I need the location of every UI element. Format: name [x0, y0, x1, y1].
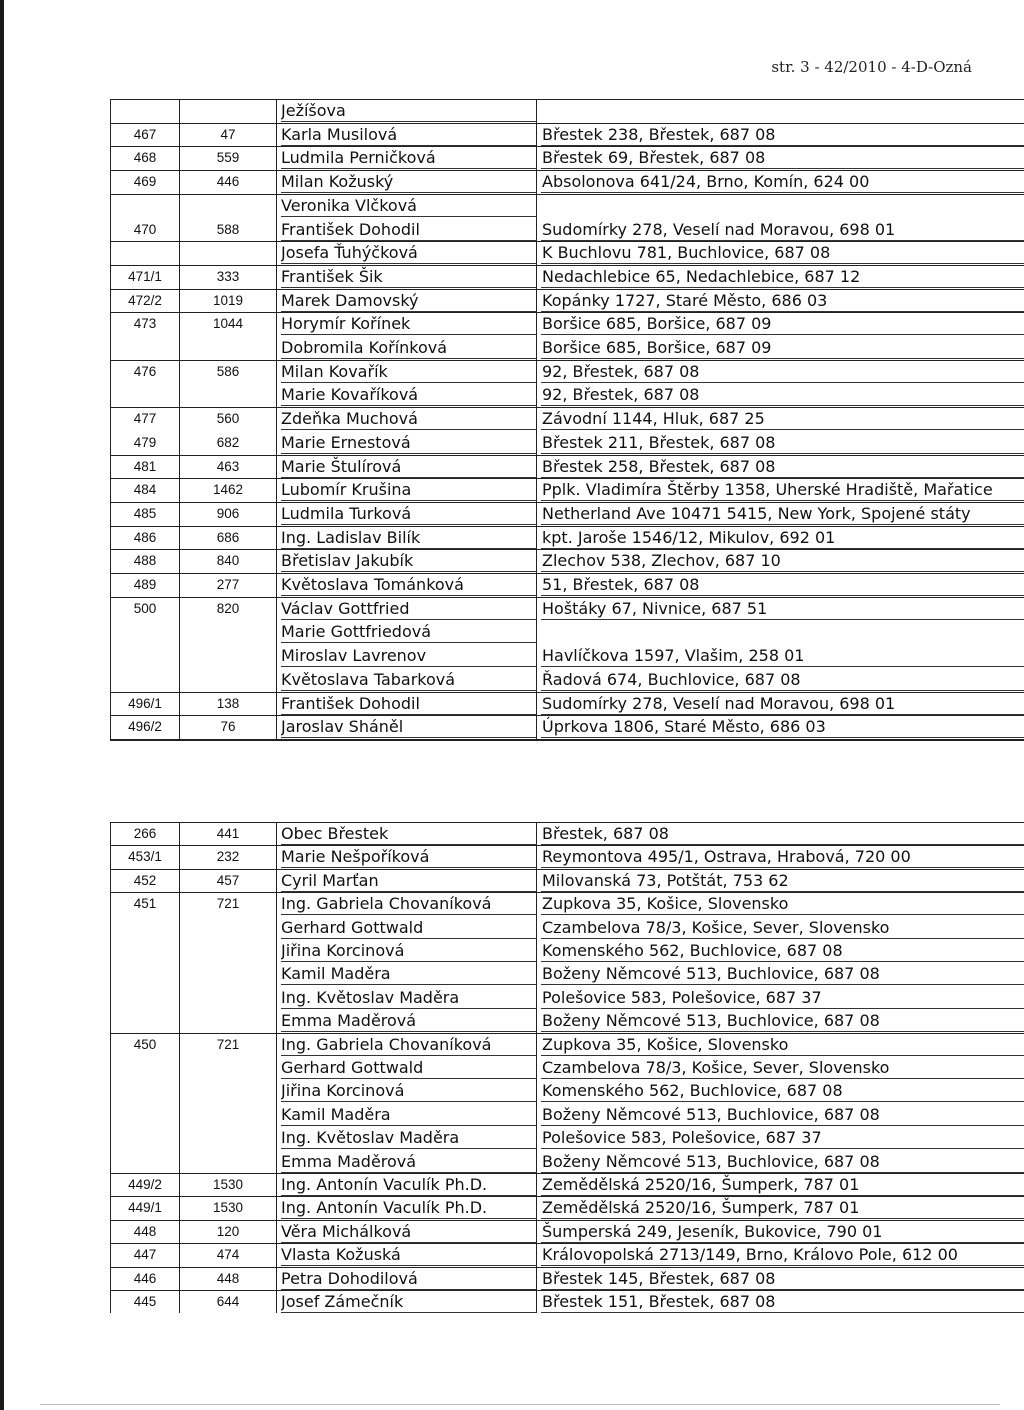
owner-address: Břestek, 687 08	[542, 824, 669, 843]
owner-name: František Šik	[281, 266, 383, 286]
table-row	[0, 962, 1024, 985]
owner-name: Marie Ernestová	[281, 432, 411, 452]
table-row	[0, 312, 1024, 335]
table-row	[0, 336, 1024, 359]
lv-number: 906	[216, 505, 240, 521]
owner-address: Zupkova 35, Košice, Slovensko	[542, 894, 789, 914]
owner-address: Zupkova 35, Košice, Slovensko	[542, 1034, 789, 1054]
table-row	[0, 986, 1024, 1009]
lv-number: 840	[216, 553, 240, 569]
owner-address: Královopolská 2713/149, Brno, Královo Pole, 612 00	[542, 1245, 958, 1265]
lv-number: 588	[216, 221, 240, 237]
owner-name: Emma Maděrová	[281, 1011, 417, 1031]
table-row	[0, 1267, 1024, 1290]
owner-address: Czambelova 78/3, Košice, Sever, Slovensko	[542, 917, 890, 937]
lv-number: 1530	[212, 1200, 244, 1216]
parcel-number: 447	[133, 1247, 157, 1263]
owner-name: Kamil Maděra	[281, 1104, 391, 1124]
lv-number: 1019	[212, 292, 244, 308]
lv-number: 1462	[212, 482, 244, 498]
table-row	[0, 265, 1024, 288]
table-row	[0, 360, 1024, 383]
table-row	[0, 1103, 1024, 1126]
owner-address: Nedachlebice 65, Nedachlebice, 687 12	[542, 266, 861, 286]
parcel-number: 451	[133, 896, 157, 912]
owner-address: Boženy Němcové 513, Buchlovice, 687 08	[542, 964, 880, 984]
table-row	[0, 241, 1024, 264]
table-row	[0, 939, 1024, 962]
parcel-number: 486	[133, 529, 157, 545]
parcel-number: 471/1	[128, 268, 162, 284]
table-row	[0, 383, 1024, 406]
owner-address: Břestek 145, Břestek, 687 08	[542, 1268, 776, 1288]
owner-address: Kopánky 1727, Staré Město, 686 03	[542, 290, 828, 310]
owner-address: 92, Břestek, 687 08	[542, 385, 700, 405]
owner-address: Břestek 238, Břestek, 687 08	[542, 124, 776, 144]
owner-address: Boršice 685, Boršice, 687 09	[542, 314, 772, 334]
owner-name: Horymír Kořínek	[281, 314, 411, 334]
parcel-number: 449/1	[128, 1200, 162, 1216]
owner-name: Zdeňka Muchová	[281, 409, 418, 429]
lv-number: 232	[216, 849, 240, 865]
owner-name: Jaroslav Sháněl	[281, 717, 404, 737]
parcel-number: 481	[133, 458, 157, 474]
table-row	[0, 431, 1024, 454]
owner-name: Josef Zámečník	[281, 1292, 404, 1311]
parcel-number: 477	[133, 411, 157, 427]
table-row	[0, 597, 1024, 620]
table-row	[0, 1033, 1024, 1056]
owner-address: Břestek 211, Břestek, 687 08	[542, 432, 776, 452]
lv-number: 820	[216, 600, 240, 616]
lv-number: 721	[216, 896, 240, 912]
table-row	[0, 644, 1024, 667]
lv-number: 559	[216, 150, 240, 166]
lv-number: 138	[216, 695, 240, 711]
owner-address: Polešovice 583, Polešovice, 687 37	[542, 987, 822, 1007]
owner-name: Marie Kovaříková	[281, 385, 419, 405]
owner-address: Zemědělská 2520/16, Šumperk, 787 01	[542, 1198, 860, 1218]
owner-address: Polešovice 583, Polešovice, 687 37	[542, 1128, 822, 1148]
parcel-number: 266	[133, 826, 157, 841]
owner-name: Karla Musilová	[281, 124, 398, 144]
scan-bottom-line	[40, 1404, 1000, 1405]
table-row	[0, 289, 1024, 312]
owner-address: Milovanská 73, Potštát, 753 62	[542, 870, 789, 890]
table-row	[0, 892, 1024, 915]
owner-name: Jiřina Korcinová	[281, 1081, 405, 1101]
owner-address: Závodní 1144, Hluk, 687 25	[542, 409, 765, 429]
table-row	[0, 1290, 1024, 1313]
parcel-number: 476	[133, 363, 157, 379]
table-row	[0, 692, 1024, 715]
table-row	[0, 99, 1024, 122]
owner-address: Břestek 69, Břestek, 687 08	[542, 148, 766, 168]
table-row	[0, 146, 1024, 169]
owner-name: Dobromila Kořínková	[281, 338, 448, 357]
owner-address: Netherland Ave 10471 5415, New York, Spojené státy	[542, 503, 971, 523]
lv-number: 47	[220, 126, 236, 142]
table-row	[0, 407, 1024, 430]
parcel-number: 449/2	[128, 1177, 162, 1192]
owner-name: Veronika Vlčková	[281, 195, 417, 215]
owner-address: Řadová 674, Buchlovice, 687 08	[542, 669, 801, 689]
lv-number: 120	[216, 1223, 240, 1239]
owner-name: Vlasta Kožuská	[281, 1245, 401, 1265]
owner-name: Petra Dohodilová	[281, 1268, 418, 1288]
owner-name: Ing. Ladislav Bilík	[281, 527, 421, 547]
table-row	[0, 573, 1024, 596]
owner-address: Sudomírky 278, Veselí nad Moravou, 698 01	[542, 219, 896, 239]
parcel-number: 448	[133, 1223, 157, 1239]
table-row	[0, 1220, 1024, 1243]
lv-number: 277	[216, 577, 240, 592]
owner-name: František Dohodil	[281, 693, 420, 713]
owner-name: Ludmila Perničková	[281, 148, 436, 168]
owner-address: Hoštáky 67, Nivnice, 687 51	[542, 598, 768, 618]
owner-underline	[281, 737, 536, 738]
parcel-number: 479	[133, 434, 157, 450]
owner-address: Šumperská 249, Jeseník, Bukovice, 790 01	[542, 1221, 883, 1241]
owner-name: Emma Maděrová	[281, 1151, 417, 1171]
lv-number: 463	[216, 458, 240, 474]
owner-name: František Dohodil	[281, 219, 420, 239]
parcel-number: 496/2	[128, 719, 162, 735]
table-row	[0, 170, 1024, 193]
table-row	[0, 218, 1024, 241]
owner-address: Komenského 562, Buchlovice, 687 08	[542, 1081, 843, 1101]
owner-name: Ing. Antonín Vaculík Ph.D.	[281, 1198, 488, 1218]
owner-name: Jiřina Korcinová	[281, 941, 405, 960]
lv-number: 721	[216, 1036, 240, 1052]
parcel-number: 469	[133, 174, 157, 190]
table-row	[0, 845, 1024, 868]
table-row	[0, 1079, 1024, 1102]
parcel-number: 485	[133, 505, 157, 521]
lv-number: 1044	[212, 316, 244, 332]
table-row	[0, 916, 1024, 939]
table-row	[0, 822, 1024, 845]
owner-name: Gerhard Gottwald	[281, 1058, 424, 1077]
owner-address: Pplk. Vladimíra Štěrby 1358, Uherské Hradiště, Mařatice	[542, 480, 993, 500]
parcel-number: 452	[133, 872, 157, 888]
owner-name: Ing. Antonín Vaculík Ph.D.	[281, 1175, 488, 1194]
owner-address: Břestek 151, Břestek, 687 08	[542, 1292, 776, 1311]
parcel-number: 488	[133, 553, 157, 569]
owner-name: Josefa Ťuhýčková	[281, 243, 418, 263]
owner-address: Boženy Němcové 513, Buchlovice, 687 08	[542, 1011, 880, 1031]
table-row	[0, 668, 1024, 691]
owner-name: Ing. Gabriela Chovaníková	[281, 894, 492, 914]
owner-name: Cyril Marťan	[281, 870, 379, 890]
owner-name: Květoslava Tománková	[281, 575, 464, 594]
owner-address: kpt. Jaroše 1546/12, Mikulov, 692 01	[542, 527, 836, 547]
owner-address: Zlechov 538, Zlechov, 687 10	[542, 551, 781, 571]
owner-address: Sudomírky 278, Veselí nad Moravou, 698 01	[542, 693, 896, 713]
table-row	[0, 1243, 1024, 1266]
parcel-number: 470	[133, 221, 157, 237]
owner-name: Marek Damovský	[281, 290, 419, 310]
owner-name: Ludmila Turková	[281, 503, 412, 523]
lv-number: 586	[216, 363, 240, 379]
owner-name: Marie Štulírová	[281, 456, 402, 476]
table-row	[0, 194, 1024, 217]
lv-number: 76	[220, 719, 236, 735]
owner-address: Czambelova 78/3, Košice, Sever, Slovensko	[542, 1058, 890, 1077]
table-row	[0, 455, 1024, 478]
lv-number: 686	[216, 529, 240, 545]
owner-name: Marie Gottfriedová	[281, 622, 432, 642]
owner-address: Absolonova 641/24, Brno, Komín, 624 00	[542, 172, 870, 192]
owner-name: Obec Břestek	[281, 824, 389, 843]
table-row	[0, 1196, 1024, 1219]
parcel-number: 500	[133, 600, 157, 616]
parcel-number: 472/2	[128, 292, 162, 308]
parcel-number: 484	[133, 482, 157, 498]
table-row	[0, 1126, 1024, 1149]
lv-number: 446	[216, 174, 240, 190]
parcel-number: 496/1	[128, 695, 162, 711]
owner-name: Milan Kovařík	[281, 361, 388, 381]
owner-address: Úprkova 1806, Staré Město, 686 03	[542, 717, 826, 737]
parcel-number: 445	[133, 1294, 157, 1309]
owner-name: Kamil Maděra	[281, 964, 391, 984]
owner-name: Miroslav Lavrenov	[281, 646, 427, 666]
lv-number: 448	[216, 1270, 240, 1286]
owner-address: 92, Břestek, 687 08	[542, 361, 700, 381]
lv-number: 441	[216, 826, 240, 841]
table-row	[0, 526, 1024, 549]
parcel-number: 453/1	[128, 849, 162, 865]
table-row	[0, 1150, 1024, 1173]
table-row	[0, 715, 1024, 738]
owner-name: Lubomír Krušina	[281, 480, 412, 500]
owner-name: Ing. Gabriela Chovaníková	[281, 1034, 492, 1054]
owner-address: Havlíčkova 1597, Vlašim, 258 01	[542, 646, 805, 666]
owner-underline	[281, 1312, 536, 1313]
lv-number: 644	[216, 1294, 240, 1309]
table-rule	[110, 739, 1024, 741]
owner-name: Václav Gottfried	[281, 598, 410, 618]
owner-name: Marie Nešpoříková	[281, 847, 430, 867]
table-row	[0, 549, 1024, 572]
parcel-number: 489	[133, 577, 157, 592]
owner-address: Boženy Němcové 513, Buchlovice, 687 08	[542, 1104, 880, 1124]
owner-name: Milan Kožuský	[281, 172, 394, 192]
lv-number: 1530	[212, 1177, 244, 1192]
parcel-number: 468	[133, 150, 157, 166]
table-row	[0, 502, 1024, 525]
owner-name: Ing. Květoslav Maděra	[281, 1128, 460, 1148]
owner-address: K Buchlovu 781, Buchlovice, 687 08	[542, 243, 831, 263]
table-row	[0, 1056, 1024, 1079]
owner-name: Ing. Květoslav Maděra	[281, 987, 460, 1007]
parcel-number: 473	[133, 316, 157, 332]
lv-number: 333	[216, 268, 240, 284]
table-row	[0, 1173, 1024, 1196]
owner-name: Ježíšova	[281, 101, 346, 120]
owner-address: Zemědělská 2520/16, Šumperk, 787 01	[542, 1175, 860, 1194]
owner-name: Květoslava Tabarková	[281, 669, 456, 689]
parcel-number: 446	[133, 1270, 157, 1286]
owner-name: Věra Michálková	[281, 1221, 412, 1241]
address-underline	[541, 737, 1024, 738]
lv-number: 682	[216, 434, 240, 450]
owner-address: 51, Břestek, 687 08	[542, 575, 700, 594]
owner-address: Reymontova 495/1, Ostrava, Hrabová, 720 00	[542, 847, 911, 867]
owner-name: Břetislav Jakubík	[281, 551, 414, 571]
owner-address: Boženy Němcové 513, Buchlovice, 687 08	[542, 1151, 880, 1171]
table-row	[0, 869, 1024, 892]
table-row	[0, 1009, 1024, 1032]
table-row	[0, 478, 1024, 501]
table-row	[0, 123, 1024, 146]
owner-name: Gerhard Gottwald	[281, 917, 424, 937]
lv-number: 560	[216, 411, 240, 427]
owner-address: Břestek 258, Břestek, 687 08	[542, 456, 776, 476]
lv-number: 474	[216, 1247, 240, 1263]
address-underline	[541, 1312, 1024, 1313]
owner-address: Komenského 562, Buchlovice, 687 08	[542, 941, 843, 960]
table-row	[0, 620, 1024, 643]
page-reference: str. 3 - 42/2010 - 4-D-Ozná	[771, 58, 972, 76]
parcel-number: 467	[133, 126, 157, 142]
parcel-number: 450	[133, 1036, 157, 1052]
lv-number: 457	[216, 872, 240, 888]
owner-address: Boršice 685, Boršice, 687 09	[542, 338, 772, 357]
